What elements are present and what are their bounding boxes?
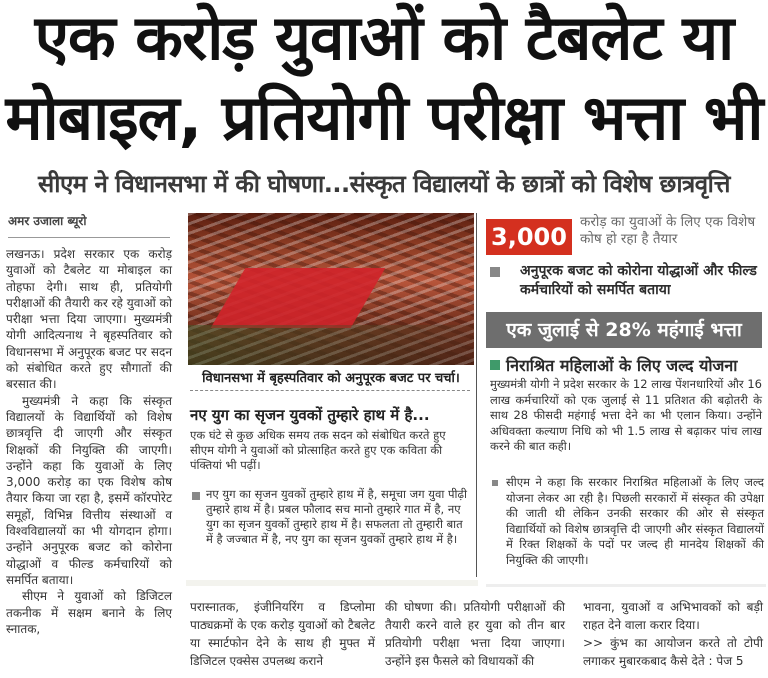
poem-verse-text: नए युग का सृजन युवकों तुम्हारे हाथ में है, समूचा जग युवा पीढ़ी तुम्हारे हाथ में है। प्रबल फौलाद सच मानो तुम्हारे गात में है, नए युग का सृजन युवकों तुम्हारे हाथ में है। सफलता तो तुम्हारी बात में है जज्बात में है, नए युग का सृजन युवकों तुम्हारे हाथ में है। [206, 487, 467, 546]
assembly-photo [188, 213, 474, 365]
poem-box-intro: एक घंटे से कुछ अधिक समय तक सदन को संबोधित करते हुए सीएम योगी ने युवाओं को प्रोत्साहित करते हुए एक कविता की पंक्तियां भी पढ़ीं। [190, 428, 446, 472]
headline [0, 0, 768, 160]
bullet-square-icon [192, 492, 200, 500]
bottom-column-3-text: भावना, युवाओं व अभिभावकों को बड़ी राहत देने वाला करार दिया। [583, 600, 763, 632]
poem-box-verse [190, 487, 470, 547]
subheadline: सीएम ने विधानसभा में की घोषणा...संस्कृत विद्यालयों के छात्रों को विशेष छात्रवृत्ति [38, 170, 730, 198]
section-heading [506, 354, 766, 376]
headline-line-2: मोबाइल, प्रतियोगी परीक्षा भत्ता भी [5, 81, 763, 154]
column-divider [476, 213, 477, 577]
photo-floor [188, 325, 474, 365]
amount-badge: 3,000 [486, 219, 572, 255]
poem-box-title: नए युग का सृजन युवकों तुम्हारे हाथ में है... [190, 406, 430, 424]
bullet-square-icon [490, 267, 500, 277]
highlight-bullet [520, 262, 760, 300]
left-column-article [6, 246, 172, 637]
section-heading-text: निराश्रित महिलाओं के लिए जल्द योजना [506, 356, 738, 375]
da-banner: एक जुलाई से 28% महंगाई भत्ता [486, 312, 762, 348]
bottom-column-3 [583, 598, 763, 670]
bullet-square-icon [492, 480, 498, 486]
right-column-bullet [506, 475, 764, 568]
article-paragraph: मुख्यमंत्री ने कहा कि संस्कृत विद्यालयों के विद्यार्थियों को विशेष छात्रवृत्ति दी जाएगी और संस्कृत शिक्षकों की नियुक्ति की जाएगी। उन्होंने कहा कि युवाओं के लिए 3,000 करोड़ का एक विशेष कोष तैयार किया जा रहा है, इसमें कॉरपोरेट समूहों, विभिन्न वित्तीय संस्थाओं व विश्वविद्यालयों का भी योगदान होगा। उन्होंने अनुपूरक बजट को कोरोना योद्धाओं व फील्ड कर्मचारियों को समर्पित बताया। [6, 393, 172, 587]
article-paragraph: सीएम ने युवाओं को डिजिटल तकनीक में सक्षम बनाने के लिए स्नातक, [6, 589, 172, 636]
bottom-column-1: परास्नातक, इंजीनियरिंग व डिप्लोमा पाठ्यक्रमों के एक करोड़ युवाओं को टैबलेट या स्मार्टफोन देने के साथ ही मुफ्त में डिजिटल एक्सेस उपलब्ध कराने [190, 600, 375, 668]
caption-divider [190, 390, 470, 391]
highlight-bullet-text: अनुपूरक बजट को कोरोना योद्धाओं और फील्ड कर्मचारियों को समर्पित बताया [520, 263, 757, 298]
poem-box-bottom-border [186, 580, 478, 586]
headline-line-1: एक करोड़ युवाओं को टैबलेट या [34, 1, 734, 74]
bottom-column-2: की घोषणा की। प्रतियोगी परीक्षाओं की तैयारी करने वाले हर युवा को तीन बार प्रतियोगी परीक्षा भत्ता दिया जाएगा। उन्होंने इस फैसले को विधायकों की [385, 600, 565, 668]
byline: अमर उजाला ब्यूरो [8, 214, 87, 228]
green-bullet-icon [490, 360, 500, 370]
amount-badge-text: करोड़ का युवाओं के लिए एक विशेष कोष हो रहा है तैयार [580, 214, 756, 247]
byline-divider [8, 237, 170, 238]
photo-caption: विधानसभा में बृहस्पतिवार को अनुपूरक बजट पर चर्चा। [202, 371, 460, 386]
article-paragraph: लखनऊ। प्रदेश सरकार एक करोड़ युवाओं को टैबलेट या मोबाइल का तोहफा देगी। साथ ही, प्रतियोगी परीक्षाओं की तैयारी कर रहे युवाओं को परीक्षा भत्ता दिया जाएगा। मुख्यमंत्री योगी आदित्यनाथ ने बृहस्पतिवार को विधानसभा में अनुपूरक बजट पर सदन को संबोधित करते हुए सौगातों की बरसात की। [6, 247, 172, 392]
right-column-bottom-rule [486, 584, 766, 587]
page-reference-link[interactable]: >> कुंभ का आयोजन करते तो टोपी लगाकर मुबारकबाद कैसे देते : पेज 5 [583, 636, 763, 668]
right-column-paragraph: मुख्यमंत्री योगी ने प्रदेश सरकार के 12 लाख पेंशनधारियों और 16 लाख कर्मचारियों को एक जुलाई से 11 प्रतिशत की बढ़ोतरी के साथ 28 फीसदी महंगाई भत्ता देने का भी एलान किया। उन्होंने अधिवक्ता कल्याण निधि को भी 1.5 लाख से बढ़ाकर पांच लाख करने की बात कही। [490, 377, 762, 453]
right-column-bullet-text: सीएम ने कहा कि सरकार निराश्रित महिलाओं के लिए जल्द योजना लेकर आ रही है। पिछली सरकारों में संस्कृत की उपेक्षा की जाती थी लेकिन उनकी सरकार की ओर से संस्कृत विद्यार्थियों को विशेष छात्रवृत्ति दी जाएगी और संस्कृत विद्यालयों में रिक्त शिक्षकों के पदों पर जल्द ही मानदेय शिक्षकों की नियुक्ति की जाएगी। [506, 475, 764, 567]
